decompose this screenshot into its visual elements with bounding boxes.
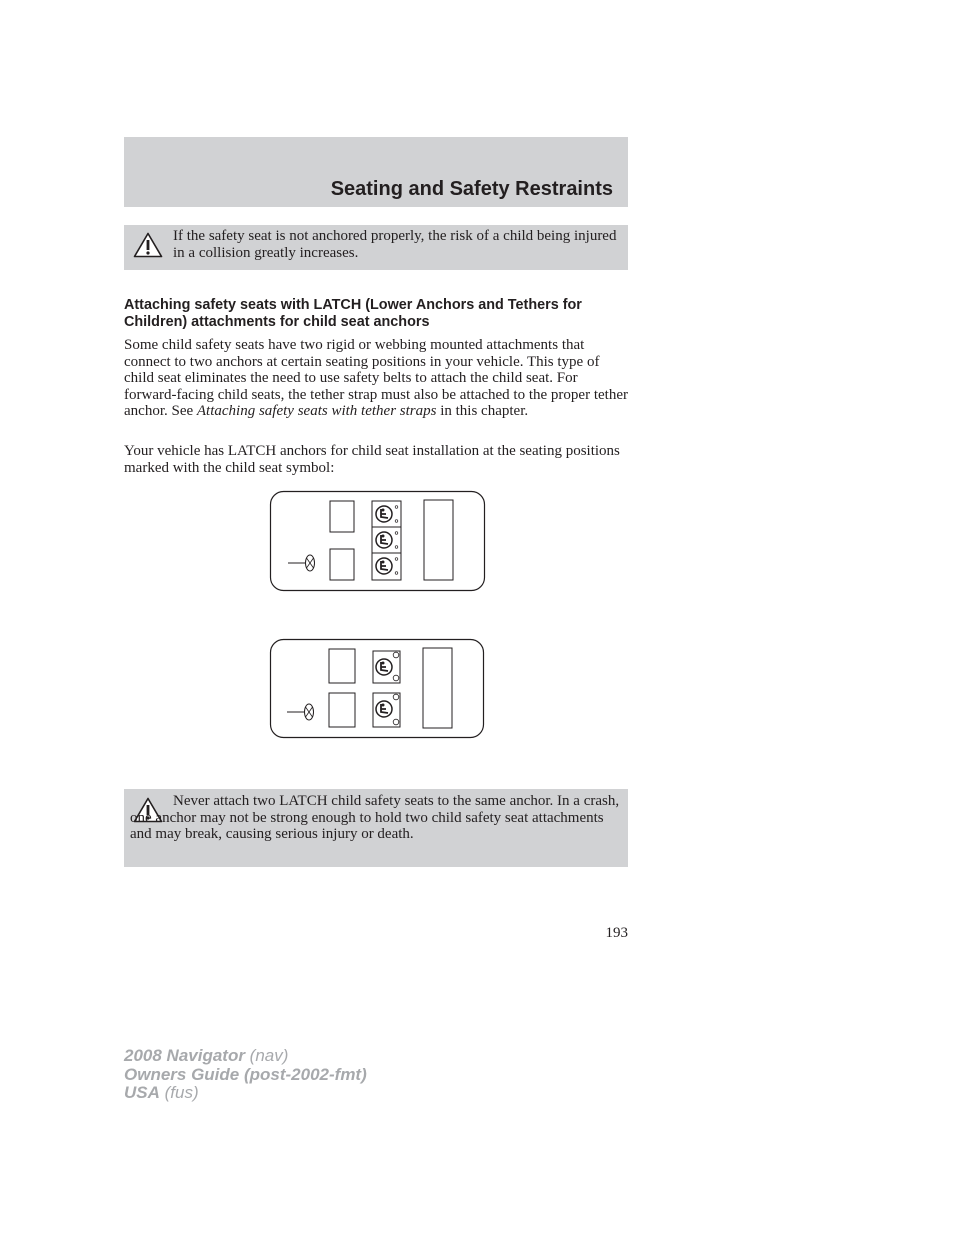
warning-box <box>124 789 628 867</box>
front-seat <box>330 501 354 532</box>
body-text: Some child safety seats have two rigid or webbing mounted attachments that connect to two anchors at certain seating positions in your vehicle. This type of child seat eliminates the need to use safety belts to attach the child seat. For forward-facing child seats, the tether strap must also be attached to the proper tether anchor. See <box>124 337 628 420</box>
page-number: 193 <box>605 925 628 941</box>
rear-seat <box>423 648 452 728</box>
warning-box <box>124 225 628 270</box>
front-seat <box>329 693 355 727</box>
section-heading: Attaching safety seats with LATCH (Lower Anchors and Tethers for Children) attachments for child seat anchors <box>124 297 582 330</box>
footer-line <box>124 1066 367 1085</box>
steering-wheel-icon <box>288 555 315 571</box>
page-title: Seating and Safety Restraints <box>330 178 613 200</box>
child-seat-icon <box>376 659 392 675</box>
child-seat-icon <box>376 558 392 574</box>
footer-guide: Owners Guide (post-2002-fmt) <box>124 1064 367 1084</box>
front-seat <box>330 549 354 580</box>
warning-text: If the safety seat is not anchored properly, the risk of a child being injured in a collision greatly increases. <box>173 228 617 261</box>
warning-triangle-icon <box>133 232 163 258</box>
steering-wheel-icon <box>287 704 314 720</box>
body-paragraph: Your vehicle has LATCH anchors for child seat installation at the seating positions marked with the child seat symbol: <box>124 443 620 476</box>
document-footer <box>124 1047 367 1103</box>
child-seat-icon <box>376 532 392 548</box>
cross-reference: Attaching safety seats with tether straps <box>196 403 437 420</box>
front-seat <box>329 649 355 683</box>
child-seat-icon <box>376 506 392 522</box>
footer-line <box>124 1047 367 1066</box>
footer-market: USA <box>124 1083 160 1102</box>
footer-code: (fus) <box>159 1083 199 1102</box>
rear-seat <box>424 500 453 580</box>
body-paragraph <box>124 337 630 420</box>
body-text: in this chapter. <box>436 403 529 420</box>
footer-code: (nav) <box>244 1046 289 1065</box>
footer-line <box>124 1084 367 1103</box>
warning-text: Never attach two LATCH child safety seats to the same anchor. In a crash, one anchor may not be strong enough to hold two child safety seat attachments and may break, causing serious injury or death. <box>130 793 620 843</box>
child-seat-icon <box>376 701 392 717</box>
footer-model: 2008 Navigator <box>124 1046 245 1065</box>
seating-diagram-captains-chairs <box>268 636 488 740</box>
seating-diagram-bench <box>268 489 488 593</box>
header-bar <box>124 137 628 207</box>
